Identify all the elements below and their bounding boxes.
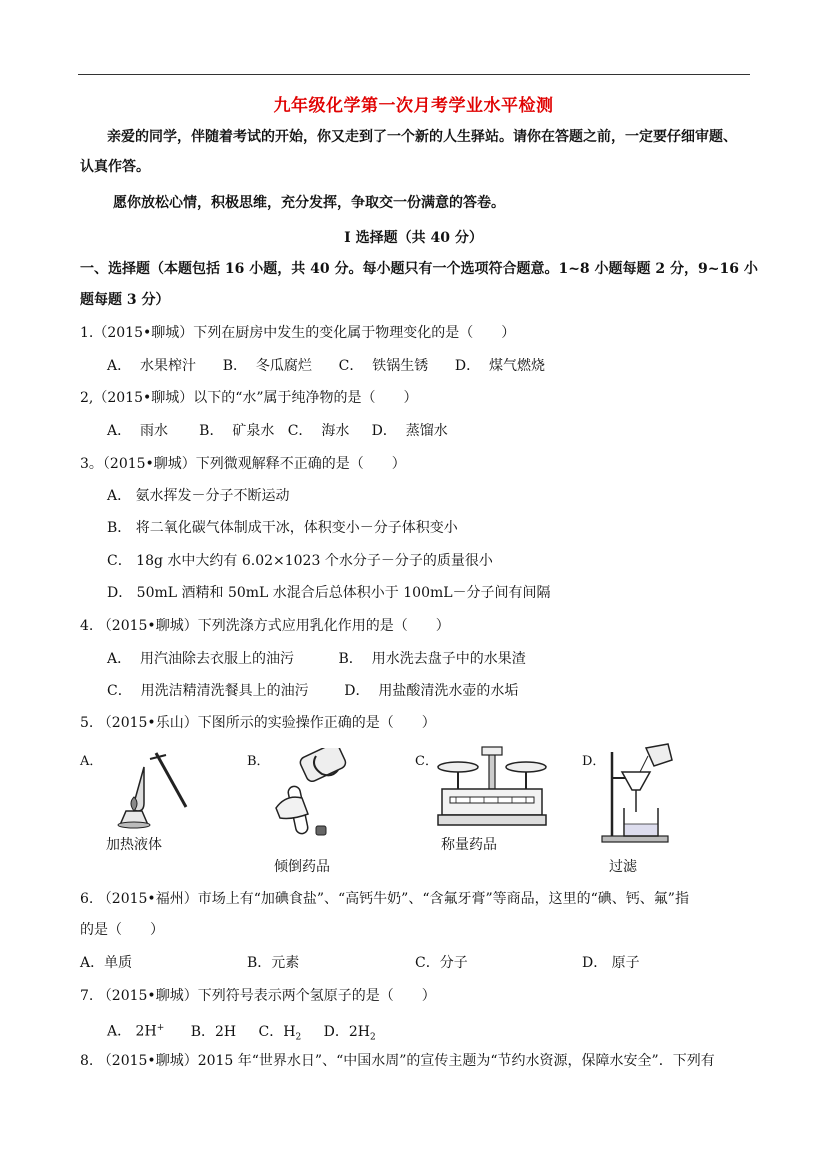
q5-label-b: B． — [247, 754, 270, 769]
page-title: 九年级化学第一次月考学业水平检测 — [273, 96, 554, 116]
q7-option-a: A． 2H — [107, 1023, 157, 1040]
q6-stem-line-1: 6. （2015•福州）市场上有“加碘食盐”、“高钙牛奶”、“含氟牙膏”等商品，这里的“碘、钙、氟”指 — [80, 891, 689, 907]
q3-option-d: D． 50mL 酒精和 50mL 水混合后总体积小于 100mL－分子间有间隔 — [107, 585, 551, 601]
q8-stem: 8. （2015•聊城）2015 年“世界水日”、“中国水周”的宣传主题为“节约水资源，保障水安全”．下列有 — [80, 1053, 715, 1069]
q4-options-ab: A． 用汽油除去衣服上的油污 B． 用水洗去盘子中的水果渣 — [107, 651, 526, 667]
q5-caption-a: 加热液体 — [106, 837, 162, 853]
q6-option-d: D． 原子 — [582, 955, 640, 971]
q3-option-b: B． 将二氧化碳气体制成干冰，体积变小－分子体积变小 — [107, 520, 458, 536]
q6-option-a: A．单质 — [80, 955, 133, 971]
intro-line-1: 亲爱的同学，伴随着考试的开始，你又走到了一个新的人生驿站。请你在答题之前，一定要仔细审题、 — [107, 129, 737, 145]
pouring-reagent-illustration — [262, 748, 357, 848]
q5-label-d: D． — [582, 754, 606, 769]
q7-option-c-sub: 2 — [295, 1032, 302, 1043]
q7-option-d-sub: 2 — [370, 1032, 376, 1043]
heating-liquid-illustration — [98, 745, 198, 830]
filtration-illustration — [598, 742, 678, 844]
q7-option-a-sup: + — [156, 1023, 165, 1033]
q5-label-a: A． — [80, 754, 103, 769]
q7-option-d: D．2H — [323, 1023, 370, 1040]
q6-stem-line-2: 的是（ ） — [80, 922, 164, 938]
q7-option-b: B．2H — [190, 1023, 237, 1040]
q4-stem: 4. （2015•聊城）下列洗涤方式应用乳化作用的是（ ） — [80, 618, 450, 634]
q3-option-a: A． 氨水挥发－分子不断运动 — [107, 488, 290, 504]
q1-options: A． 水果榨汁 B． 冬瓜腐烂 C． 铁锅生锈 D． 煤气燃烧 — [107, 358, 546, 374]
intro-line-3: 愿你放松心情，积极思维，充分发挥，争取交一份满意的答卷。 — [113, 195, 505, 211]
balance-illustration — [436, 745, 548, 830]
q7-option-c: C．H — [258, 1023, 296, 1040]
q6-option-b: B．元素 — [247, 955, 300, 971]
q5-caption-d: 过滤 — [609, 859, 637, 875]
q5-caption-c: 称量药品 — [441, 837, 497, 853]
part1-heading-line-1: 一、选择题（本题包括 16 小题，共 40 分。每小题只有一个选项符合题意。1~8 小题每题 2 分，9~16 小 — [80, 261, 758, 277]
q2-options: A． 雨水 B． 矿泉水 C． 海水 D． 蒸馏水 — [107, 423, 448, 439]
q5-caption-b: 倾倒药品 — [274, 859, 330, 875]
header-rule — [78, 74, 750, 75]
q5-label-c: C． — [415, 754, 438, 769]
q5-stem: 5. （2015•乐山）下图所示的实验操作正确的是（ ） — [80, 715, 436, 731]
section-title: I 选择题（共 40 分） — [344, 230, 483, 246]
q2-stem: 2,（2015•聊城）以下的“水”属于纯净物的是（ ） — [80, 390, 418, 406]
q6-option-c: C．分子 — [415, 955, 468, 971]
part1-heading-line-2: 题每题 3 分） — [80, 292, 170, 308]
q3-stem: 3。（2015•聊城）下列微观解释不正确的是（ ） — [80, 456, 406, 472]
intro-line-2: 认真作答。 — [80, 159, 150, 175]
q7-stem: 7. （2015•聊城）下列符号表示两个氢原子的是（ ） — [80, 988, 436, 1004]
q1-stem: 1.（2015•聊城）下列在厨房中发生的变化属于物理变化的是（ ） — [80, 325, 516, 341]
q7-options — [107, 1019, 376, 1046]
q3-option-c: C． 18g 水中大约有 6.02×1023 个水分子－分子的质量很小 — [107, 553, 493, 569]
q4-options-cd: C． 用洗洁精清洗餐具上的油污 D． 用盐酸清洗水壶的水垢 — [107, 683, 519, 699]
